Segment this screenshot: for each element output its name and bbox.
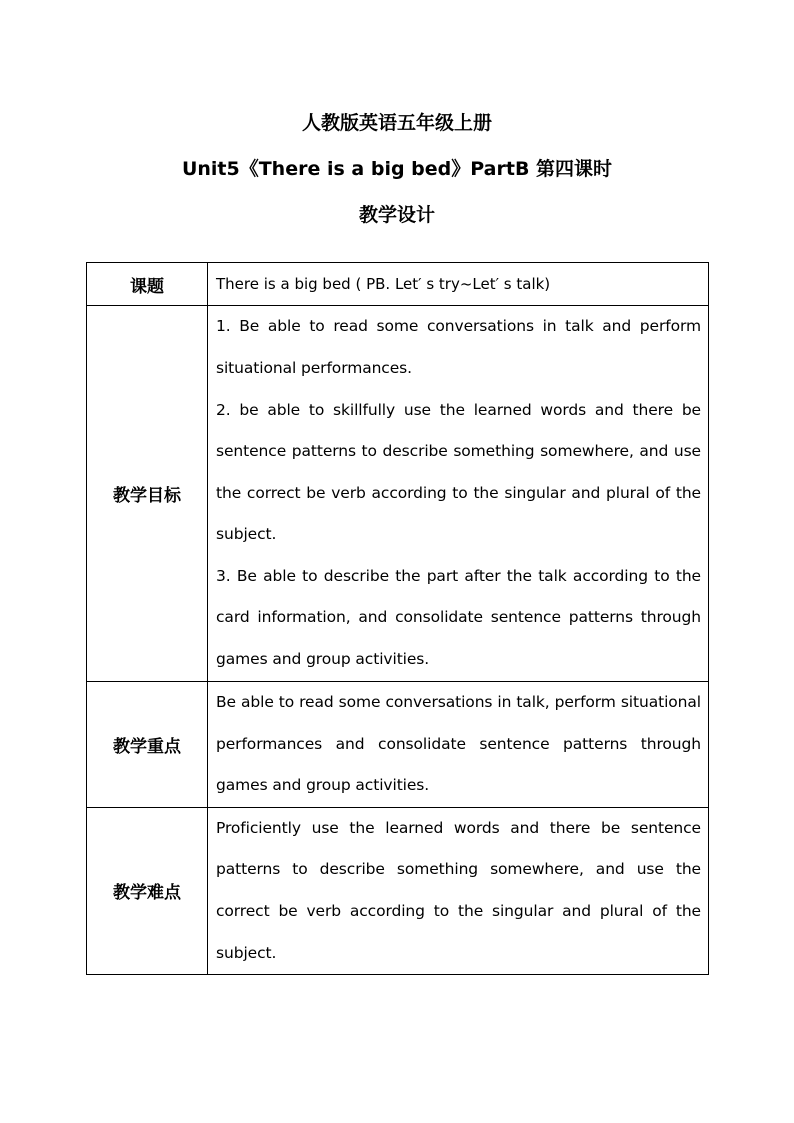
key-points-label: 教学重点 (87, 682, 208, 808)
table-row-topic (87, 263, 709, 306)
objectives-label: 教学目标 (87, 306, 208, 682)
table-row-objectives (87, 306, 709, 682)
key-points-cell (208, 682, 709, 808)
topic-value: There is a big bed ( PB. Let′ s try~Let′ s talk) (208, 263, 709, 306)
topic-label: 课题 (87, 263, 208, 306)
lesson-plan-table (86, 262, 709, 975)
objective-item-1: 1. Be able to read some conversations in talk and perform situational performances. (216, 317, 701, 377)
table-row-key-points (87, 682, 709, 808)
title-line-design: 教学设计 (358, 204, 435, 226)
objective-item-3: 3. Be able to describe the part after the talk according to the card information, and consolidate sentence patterns through games and group activities. (216, 566, 701, 669)
table-row-difficulties (87, 807, 709, 974)
objective-item-2: 2. be able to skillfully use the learned words and there be sentence patterns to describe something somewhere, and use the correct be verb according to the singular and plural of the subject. (216, 400, 701, 544)
document-title (0, 100, 794, 238)
difficulties-text: Proficiently use the learned words and there be sentence patterns to describe something somewhere, and use the correct be verb according to the singular and plural of the subject. (216, 818, 701, 962)
objectives-cell (208, 306, 709, 682)
title-line-unit: Unit5《There is a big bed》PartB 第四课时 (181, 158, 613, 180)
difficulties-cell (208, 807, 709, 974)
key-points-text: Be able to read some conversations in talk, perform situational performances and consolidate sentence patterns through games and group activities. (216, 693, 701, 795)
difficulties-label: 教学难点 (87, 807, 208, 974)
title-line-textbook: 人教版英语五年级上册 (301, 112, 492, 134)
